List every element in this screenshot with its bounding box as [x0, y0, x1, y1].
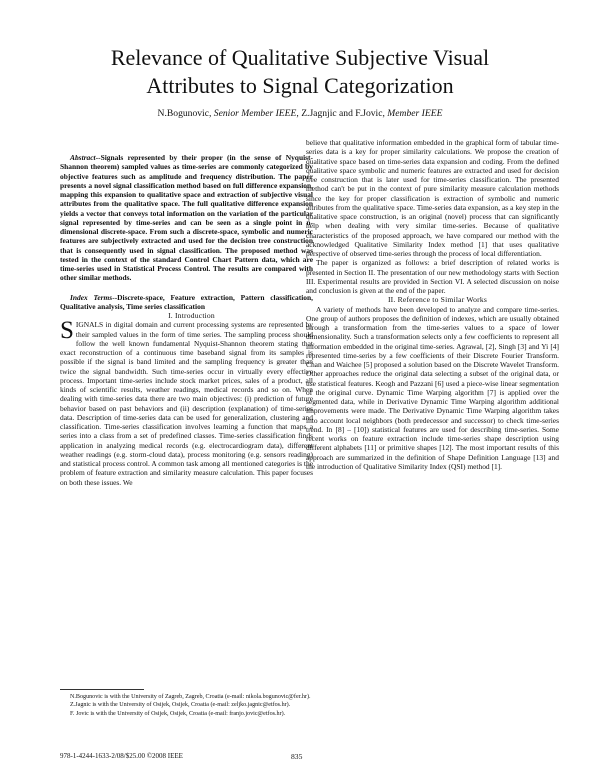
title-line-2: Attributes to Signal Categorization: [146, 73, 454, 98]
footnote-1: N.Bogunovic is with the University of Zagreb, Zagreb, Croatia (e-mail: nikola.bogunovic@fer.hr).: [70, 694, 311, 700]
index-terms-label: Index Terms: [70, 292, 113, 302]
author-1: N.Bogunovic,: [157, 108, 212, 119]
index-terms-text: --Discrete-space, Feature extraction, Pattern classification, Qualitative analysis, Time series classification: [60, 292, 313, 311]
author-1-role: Senior Member IEEE: [213, 108, 297, 119]
page-number: 835: [291, 752, 303, 761]
organization-paragraph: The paper is organized as follows: a brief description of related works is presented in Section II. The presentation of our new methodology starts with Section III. Experimental results are provided in Section VI. A selected discussion on noise and conclusion is given at the end of the paper.: [306, 258, 559, 295]
section-2-heading: II. Reference to Similar Works: [387, 295, 488, 305]
footnote-2: Z.Jagnic is with the University of Osijek, Osijek, Croatia (e-mail: zeljko.jagnic@etfos.hr).: [70, 702, 291, 709]
author-line: [0, 108, 600, 119]
left-column: [60, 153, 313, 487]
footnote-rule: [60, 689, 144, 690]
abstract-text: --Signals represented by their proper (in the sense of Nyquist-Shannon theorem) sampled values as time-series are commonly categorized by objective features such as amplitude and frequency distribution. The paper presents a novel signal classification method based on full difference expansion, mapping this expansion to qualitative space and extraction of subjective visual attributes from the qualitative space. The full qualitative difference expansion yields a vector that conveys total information on the variation of the particular signal represented by time-series and can be seen as a single point in n-dimensional discrete-space. From such a discrete-space, symbolic and numeric features are subjectively extracted and used for the decision tree construction that is consequently used in signal classification. The proposed method was tested in the context of the standard Control Chart Pattern data, which are time-series used in Statistical Process Control. The results are compared with other similar methods.: [60, 153, 313, 283]
paper-title: [0, 44, 600, 100]
intro-text: IGNALS in digital domain and current processing systems are represented by their sampled values in the form of time series. The sampling process should follow the well known fundamental Nyquist-Shannon theorem stating that exact reconstruction of a continuous time baseband signal from its samples is possible if the signal is band limited and the sampling frequency is greater than twice the signal bandwidth. Such time-series occur in virtually every effective process. Important time-series include stock market prices, sales of a product, all kinds of scientific results, weather readings, medical records and so on. When dealing with time-series data there are two main objectives: (i) prediction of future behavior based on past behaviors and (ii) description (explanation) of time-series data. Description of time-series data can be used for generalization, clustering and classification. Time-series classification involves learning a function that maps a series into a class from a set of predefined classes. Time-series classification finds application in analyzing medical records (e.g. electrocardiogram data), different weather readings (e.g. storm-cloud data), process monitoring (e.g. sensors reading) and statistical process control. A common task among all mentioned categories is the problem of feature extraction and similarity measure calculation. This paper focuses on both these issues. We: [60, 320, 313, 487]
section-1-heading: I. Introduction: [168, 311, 215, 320]
footnote-3: F. Jovic is with the University of Osijek, Osijek, Croatia (e-mail: franjo.jovic@etfos.hr).: [70, 710, 286, 717]
index-terms: [60, 293, 313, 312]
drop-cap: S: [60, 317, 74, 345]
title-line-1: Relevance of Qualitative Subjective Visual: [110, 45, 490, 70]
related-works-paragraph: A variety of methods have been developed to analyze and compare time-series. One group of authors proposes the definition of indexes, which are usually obtained through a transformation from the time-series values to a space of lower dimensionality. Such a transformation selects only a few coefficients to represent all information embedded in the original time-series. Agrawal, [2], Singh [3] and Yi [4] represented time-series by a few coefficients of their Discrete Fourier Transform. Chan and Waichee [5] proposed a solution based on the Discrete Wavelet Transform. Other approaches reduce the original data selecting a subset of the original data, or use statistical features. Keogh and Pazzani [6] used a piece-wise linear segmentation of the original curve. Dynamic Time Warping algorithm [7] is applied over the segmented data, while in Derivative Dynamic Time Warping algorithm additional improvements were made. The Derivative Dynamic Time Warping algorithm takes into account local neighbors (both predecessor and successor) to check time-series trend. In [8] – [10]) statistical features are used for describing time-series. Some recent works on feature extraction include time-series shape description using different alphabets [11] or primitive shapes [12]. The most important results of this approach are summarized in the definition of Shape Definition Language [13] and the introduction of Qualitative Similarity Index (QSI) method [1].: [306, 304, 559, 471]
right-column: [306, 138, 559, 471]
author-3-role: Member IEEE: [387, 108, 443, 119]
intro-paragraph: [60, 317, 313, 487]
abstract-label: Abstract: [70, 153, 96, 162]
footnotes: [60, 689, 313, 719]
abstract: [60, 153, 313, 283]
isbn-footer: 978-1-4244-1633-2/08/$25.00 ©2008 IEEE: [60, 752, 183, 760]
author-2-3: , Z.Jagnjic and F.Jovic,: [296, 108, 385, 119]
intro-continued: believe that qualitative information embedded in the graphical form of tabular time-series data is a key for proper similarity calculations. We propose the creation of qualitative space based on time-series data expansion and coding. From the defined qualitative space symbolic and numeric features are extracted and used for decision tree construction that is later used for time-series classification. The presented method can't be put in the context of pure similarity measure calculation methods since the key for proper classification is extraction of symbolic and numeric attributes from the qualitative space. Time-series data expansion, as a key step in the qualitative space construction, is an original (novel) process that can significantly help when dealing with very similar time-series. Because of qualitative characteristics of the proposed approach, we have compared our method with the acknowledged Qualitative Similarity Index method [1] that uses qualitative perspective of observed time-series through the process of local differentiation.: [306, 138, 559, 258]
